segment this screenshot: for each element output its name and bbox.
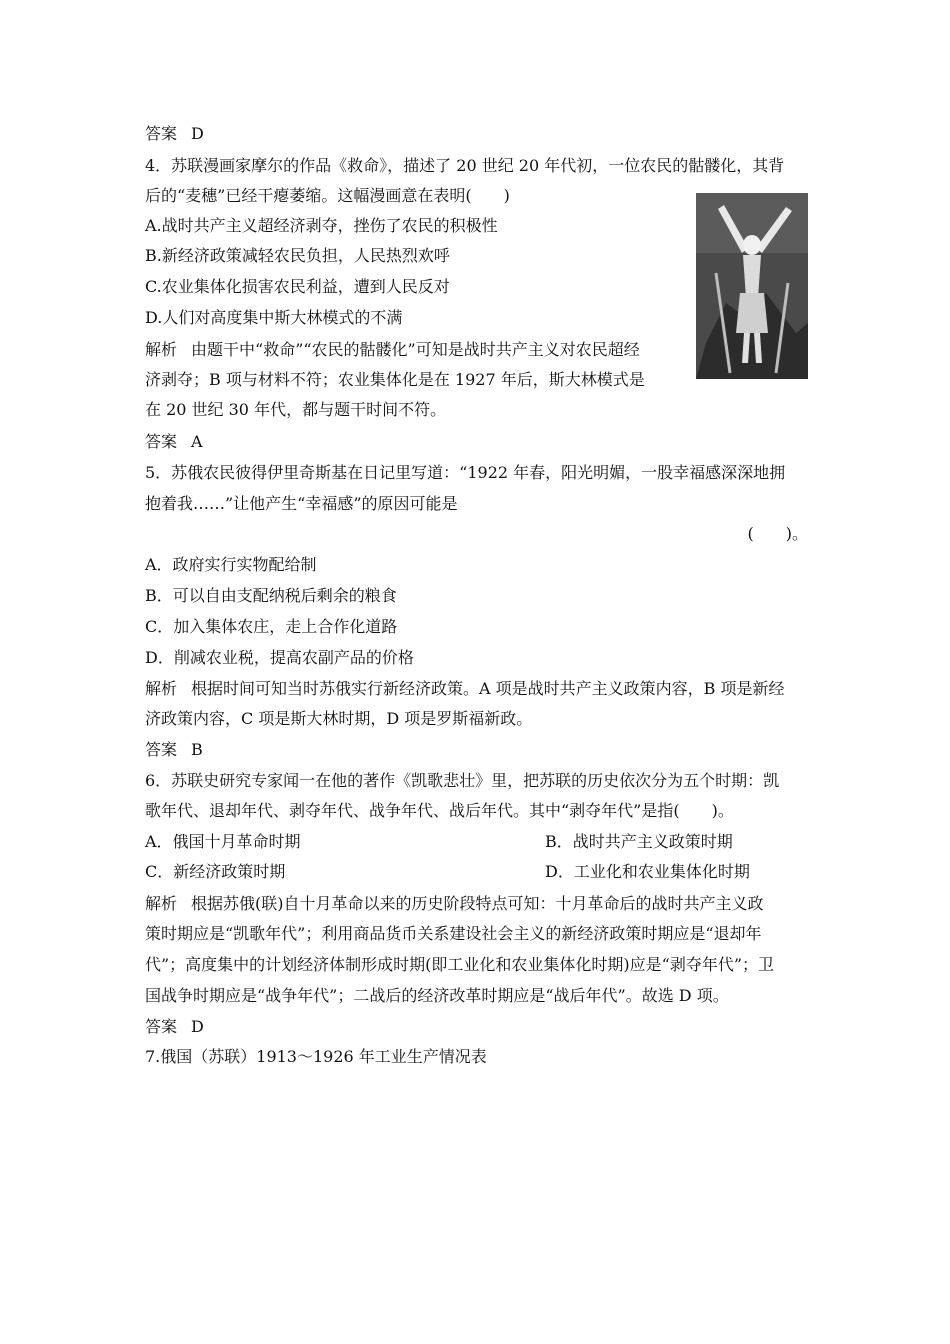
q5-answer	[145, 740, 203, 760]
q6-analysis-line-3: 代”；高度集中的计划经济体制形成时期(即工业化和农业集体化时期)应是“剥夺年代”；卫	[145, 955, 775, 974]
q6-stem-line-1: 6．苏联史研究专家闻一在他的著作《凯歌悲壮》里，把苏联的历史依次分为五个时期：凯	[145, 771, 780, 790]
q6-stem-line-2: 歌年代、退却年代、剥夺年代、战争年代、战后年代。其中“剥夺年代”是指( )。	[145, 801, 734, 820]
q4-option-c: C.农业集体化损害农民利益，遭到人民反对	[145, 277, 450, 296]
answer-label: 答案	[145, 740, 178, 759]
q5-stem-line-1: 5．苏俄农民彼得伊里奇斯基在日记里写道：“1922 年春，阳光明媚，一股幸福感深深地拥	[145, 463, 786, 482]
analysis-text: 根据时间可知当时苏俄实行新经济政策。A 项是战时共产主义政策内容，B 项是新经	[191, 679, 785, 698]
q6-analysis-line-1	[145, 894, 764, 914]
cartoon-drawing	[696, 193, 808, 379]
answer-value: D	[191, 124, 204, 143]
q4-option-d: D.人们对高度集中斯大林模式的不满	[145, 308, 403, 327]
analysis-text: 由题干中“救命”“农民的骷髅化”可知是战时共产主义对农民超经	[191, 340, 640, 359]
q4-analysis-line-2: 济剥夺；B 项与材料不符；农业集体化是在 1927 年后，斯大林模式是	[145, 370, 645, 389]
q5-stem-line-2: 抱着我……”让他产生“幸福感”的原因可能是	[145, 494, 458, 513]
q5-answer-bracket: ( )。	[747, 524, 808, 543]
q4-stem-line-1: 4．苏联漫画家摩尔的作品《救命》，描述了 20 世纪 20 年代初，一位农民的骷髅化，其背	[145, 156, 785, 175]
q5-analysis-line-1	[145, 679, 785, 699]
answer-value: A	[191, 432, 203, 451]
analysis-label: 解析	[145, 340, 178, 359]
q6-option-d: D．工业化和农业集体化时期	[545, 862, 750, 881]
q6-analysis-line-2: 策时期应是“凯歌年代”；利用商品货币关系建设社会主义的新经济政策时期应是“退却年	[145, 924, 762, 943]
q5-analysis-line-2: 济政策内容，C 项是斯大林时期，D 项是罗斯福新政。	[145, 709, 533, 728]
answer-label: 答案	[145, 432, 178, 451]
analysis-label: 解析	[145, 679, 178, 698]
analysis-label: 解析	[145, 894, 178, 913]
q5-option-d: D．削减农业税，提高农副产品的价格	[145, 648, 414, 667]
q6-option-b: B．战时共产主义政策时期	[545, 832, 733, 851]
q6-analysis-line-4: 国战争时期应是“战争年代”；二战后的经济改革时期应是“战后年代”。故选 D 项。	[145, 986, 729, 1005]
analysis-text: 根据苏俄(联)自十月革命以来的历史阶段特点可知：十月革命后的战时共产主义政	[191, 894, 764, 913]
q4-stem-line-2: 后的“麦穗”已经干瘪萎缩。这幅漫画意在表明( )	[145, 186, 510, 205]
q4-answer	[145, 432, 203, 452]
q3-answer	[145, 124, 204, 144]
q4-analysis-line-3: 在 20 世纪 30 年代，都与题干时间不符。	[145, 400, 447, 419]
q6-option-a: A．俄国十月革命时期	[145, 832, 301, 851]
q5-option-b: B．可以自由支配纳税后剩余的粮食	[145, 586, 397, 605]
q7-stem: 7.俄国（苏联）1913～1926 年工业生产情况表	[145, 1047, 487, 1066]
q5-option-c: C．加入集体农庄，走上合作化道路	[145, 617, 398, 636]
answer-label: 答案	[145, 1017, 178, 1036]
q6-option-c: C．新经济政策时期	[145, 862, 286, 881]
cartoon-figure-image	[696, 193, 808, 379]
q6-answer	[145, 1017, 204, 1037]
q4-analysis-line-1	[145, 340, 640, 360]
q4-option-b: B.新经济政策减轻农民负担，人民热烈欢呼	[145, 246, 450, 265]
answer-label: 答案	[145, 124, 178, 143]
answer-value: B	[191, 740, 203, 759]
q5-option-a: A．政府实行实物配给制	[145, 555, 317, 574]
answer-value: D	[191, 1017, 204, 1036]
q4-option-a: A.战时共产主义超经济剥夺，挫伤了农民的积极性	[145, 216, 498, 235]
